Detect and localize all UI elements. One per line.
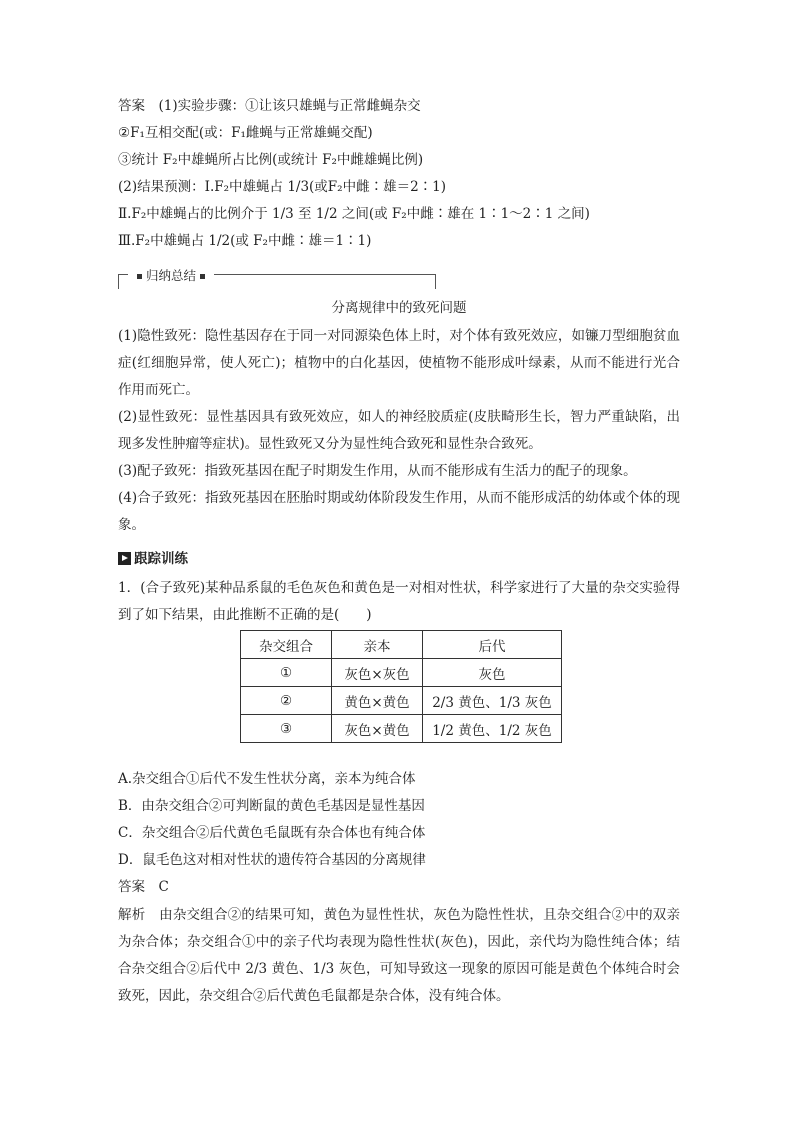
cross-results-table [240, 630, 562, 743]
summary-paragraph-2: (2)显性致死：显性基因具有致死效应，如人的神经胶质症(皮肤畸形生长，智力严重缺陷，出现多发性肿瘤等症状)。显性致死又分为显性纯合致死和显性杂合致死。 [118, 409, 680, 452]
summary-paragraph-4: (4)合子致死：指致死基因在胚胎时期或幼体阶段发生作用，从而不能形成活的幼体或个体的现象。 [118, 490, 680, 533]
square-bullet-icon [137, 274, 142, 279]
question-text: 1．(合子致死)某种品系鼠的毛色灰色和黄色是一对相对性状，科学家进行了大量的杂交实验得到了如下结果，由此推断不正确的是( ) [118, 580, 680, 623]
training-heading [118, 549, 188, 569]
table-header-row [241, 631, 562, 659]
table-row [241, 687, 562, 715]
table-cell: ① [241, 659, 332, 687]
option-a: A.杂交组合①后代不发生性状分离，亲本为纯合体 [118, 771, 416, 787]
summary-box-label [128, 266, 214, 284]
training-heading-text: 跟踪训练 [134, 551, 188, 567]
table-cell: 1/2 黄色、1/2 灰色 [423, 715, 562, 743]
table-cell: 黄色×黄色 [332, 687, 423, 715]
table-cell: 灰色×黄色 [332, 715, 423, 743]
table-row [241, 715, 562, 743]
option-b: B．由杂交组合②可判断鼠的黄色毛基因是显性基因 [118, 798, 425, 814]
summary-paragraph-3: (3)配子致死：指致死基因在配子时期发生作用，从而不能形成有生活力的配子的现象。 [118, 463, 637, 479]
option-d: D．鼠毛色这对相对性状的遗传符合基因的分离规律 [118, 852, 426, 868]
table-row [241, 659, 562, 687]
square-bullet-icon [200, 274, 205, 279]
answer-line-4: (2)结果预测：Ⅰ.F₂中雄蝇占 1/3(或F₂中雌∶雄＝2∶1) [118, 179, 447, 195]
answer-line-2: ②F₁互相交配(或：F₁雌蝇与正常雄蝇交配) [118, 125, 373, 141]
summary-paragraph-1: (1)隐性致死：隐性基因存在于同一对同源染色体上时，对个体有致死效应，如镰刀型细胞贫血症(红细胞异常，使人死亡)；植物中的白化基因，使植物不能形成叶绿素，从而不能进行光合作用而死亡。 [118, 328, 680, 398]
table-cell: ③ [241, 715, 332, 743]
play-triangle-icon [118, 552, 131, 565]
table-cell: 2/3 黄色、1/3 灰色 [423, 687, 562, 715]
table-cell: ② [241, 687, 332, 715]
table-cell: 灰色×灰色 [332, 659, 423, 687]
table-header: 杂交组合 [241, 631, 332, 659]
answer-line-6: Ⅲ.F₂中雄蝇占 1/2(或 F₂中雌∶雄＝1∶1) [118, 233, 372, 249]
table-cell: 灰色 [423, 659, 562, 687]
answer-line-5: Ⅱ.F₂中雄蝇占的比例介于 1/3 至 1/2 之间(或 F₂中雌∶雄在 1∶1～2∶1 之间) [118, 206, 590, 222]
answer-line-1: 答案 (1)实验步骤：①让该只雄蝇与正常雌蝇杂交 [118, 98, 421, 114]
analysis-text: 解析 由杂交组合②的结果可知，黄色为显性性状，灰色为隐性性状，且杂交组合②中的双亲为杂合体；杂交组合①中的亲子代均表现为隐性性状(灰色)，因此，亲代均为隐性纯合体；结合杂交组合②后代中 2/3 黄色、1/3 灰色，可知导致这一现象的原因可能是黄色个体纯合时会致死，因此，杂交组合②后代黄色毛鼠都是杂合体，没有纯合体。 [118, 907, 680, 1004]
summary-label-text: 归纳总结 [146, 268, 197, 283]
option-c: C．杂交组合②后代黄色毛鼠既有杂合体也有纯合体 [118, 825, 426, 841]
table-header: 亲本 [332, 631, 423, 659]
table-header: 后代 [423, 631, 562, 659]
summary-title: 分离规律中的致死问题 [331, 300, 467, 316]
answer-line-3: ③统计 F₂中雄蝇所占比例(或统计 F₂中雌雄蝇比例) [118, 152, 424, 168]
answer-text: 答案 C [118, 879, 169, 895]
